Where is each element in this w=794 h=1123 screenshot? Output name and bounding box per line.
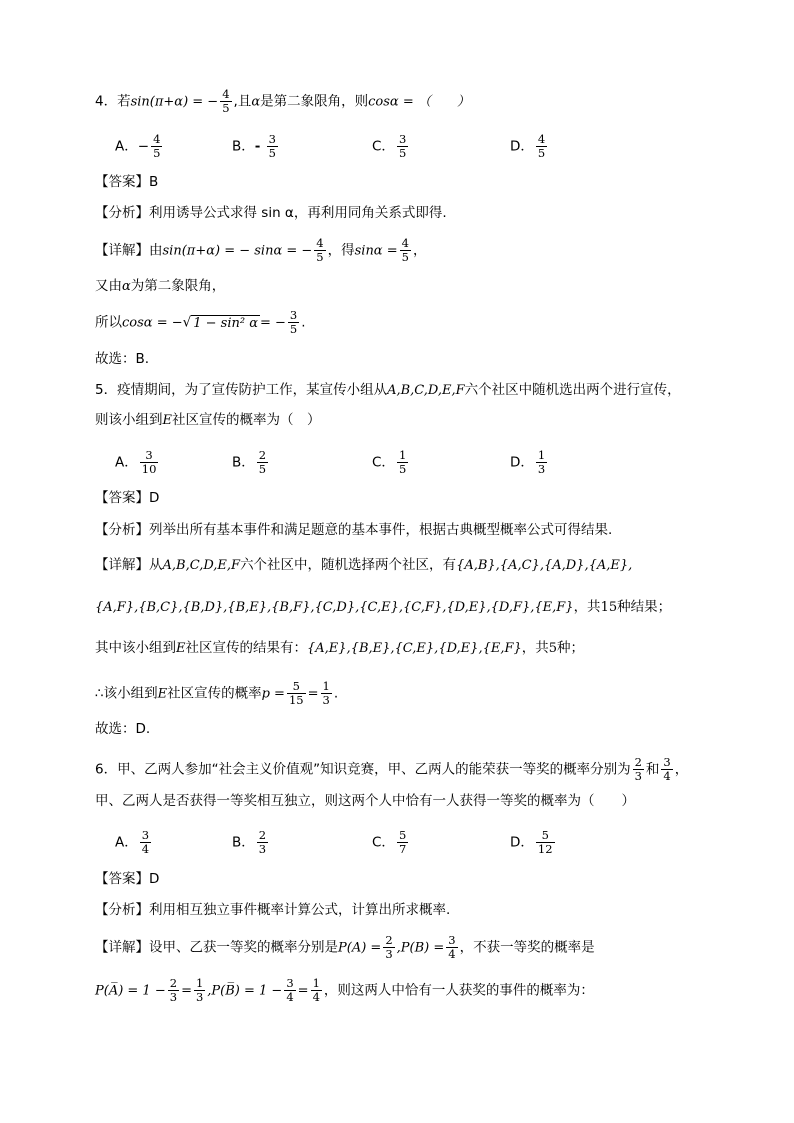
option-label: A． bbox=[115, 834, 138, 851]
answer-tag: 【答案】 bbox=[95, 174, 149, 190]
text: ， bbox=[412, 242, 427, 259]
denominator: 5 bbox=[289, 322, 298, 336]
q5-detail-line1 bbox=[95, 555, 632, 576]
q4-stem bbox=[95, 88, 470, 115]
numerator: 3 bbox=[448, 933, 456, 947]
denominator: 5 bbox=[258, 462, 267, 476]
detail-tag: 【详解】 bbox=[95, 242, 149, 259]
fraction bbox=[314, 237, 325, 264]
option-label: A． bbox=[115, 138, 138, 155]
answer-value: D bbox=[149, 871, 160, 887]
analysis-text: 利用诱导公式求得 sin α，再利用同角关系式即得. bbox=[149, 205, 447, 221]
denominator: 3 bbox=[258, 842, 267, 856]
numerator: 2 bbox=[169, 976, 178, 990]
denominator: 5 bbox=[401, 250, 409, 264]
math-symbol: α bbox=[122, 279, 131, 294]
text: ，共 bbox=[573, 599, 601, 615]
q6-analysis bbox=[95, 900, 450, 920]
denominator: 7 bbox=[398, 842, 407, 856]
question-number: 5． bbox=[95, 382, 118, 398]
q6-answer bbox=[95, 869, 159, 889]
q4-detail-line2 bbox=[95, 276, 225, 297]
text: 疫情期间，为了宣传防护工作，某宣传小组从 bbox=[117, 382, 388, 398]
q6-detail-line1 bbox=[95, 934, 595, 961]
math-symbol: E bbox=[157, 686, 168, 702]
fraction bbox=[151, 133, 162, 160]
q4-detail-line3 bbox=[95, 309, 306, 336]
option-label: C． bbox=[372, 454, 395, 471]
option-label: B． bbox=[232, 138, 255, 155]
numerator: 3 bbox=[286, 976, 294, 990]
numerator: 1 bbox=[398, 448, 407, 462]
math-sets: {A,E},{B,E},{C,E},{D,E},{E,F} bbox=[307, 641, 522, 656]
math-expr: A,B,C,D,E,F bbox=[162, 558, 241, 573]
text: 从 bbox=[149, 557, 163, 573]
fraction bbox=[536, 449, 547, 476]
q6-option-d bbox=[510, 829, 557, 856]
numerator: 3 bbox=[663, 755, 671, 769]
numerator: 5 bbox=[398, 828, 407, 842]
numerator: 4 bbox=[537, 132, 546, 146]
math-symbol: E bbox=[162, 413, 172, 428]
math-expr: sin(π+α) = − bbox=[130, 94, 219, 110]
analysis-text: 利用相互独立事件概率计算公式，计算出所求概率. bbox=[149, 902, 451, 918]
numerator: 3 bbox=[141, 828, 150, 842]
q5-answer bbox=[95, 488, 159, 508]
numerator: 3 bbox=[289, 308, 298, 322]
text: 六个社区中随机选出两个进行宣传， bbox=[464, 382, 681, 398]
sign: - bbox=[254, 138, 261, 155]
numerator: 2 bbox=[634, 755, 642, 769]
q4-option-b bbox=[232, 133, 280, 160]
fraction bbox=[400, 237, 411, 264]
math-symbol: α bbox=[251, 94, 261, 110]
analysis-text: 列举出所有基本事件和满足题意的基本事件，根据古典概型概率公式可得结果. bbox=[149, 522, 613, 538]
denominator: 4 bbox=[663, 769, 671, 783]
q4-choose bbox=[95, 349, 149, 369]
q5-option-a bbox=[115, 449, 160, 476]
question-number: 6． bbox=[95, 761, 118, 778]
text: 社区宣传的概率 bbox=[167, 685, 262, 702]
text: 六个社区中，随机选择两个社区，有 bbox=[240, 557, 457, 573]
fraction bbox=[536, 133, 547, 160]
denominator: 3 bbox=[385, 947, 393, 961]
denominator: 3 bbox=[195, 990, 204, 1004]
q5-stem-line2 bbox=[95, 410, 321, 431]
analysis-tag: 【分析】 bbox=[95, 522, 149, 538]
numerator: 5 bbox=[536, 829, 555, 843]
denominator: 12 bbox=[537, 842, 553, 856]
number: 5 bbox=[548, 641, 558, 656]
equals: = bbox=[181, 983, 192, 999]
text: ，不获一等奖的概率是 bbox=[459, 939, 595, 956]
text: ,且 bbox=[233, 93, 252, 110]
q4-analysis bbox=[95, 203, 447, 223]
option-label: A． bbox=[115, 454, 138, 471]
option-label: C． bbox=[372, 834, 395, 851]
fraction bbox=[311, 977, 322, 1004]
numerator: 4 bbox=[401, 236, 409, 250]
q4-detail-line1 bbox=[95, 237, 426, 264]
numerator: 3 bbox=[268, 132, 276, 146]
analysis-tag: 【分析】 bbox=[95, 205, 149, 221]
fraction bbox=[397, 133, 408, 160]
detail-tag: 【详解】 bbox=[95, 557, 149, 573]
text: 种； bbox=[557, 640, 585, 656]
fraction bbox=[140, 449, 159, 476]
math-expr: P(A) = bbox=[338, 940, 382, 956]
text: 则该小组到 bbox=[95, 412, 163, 428]
numerator: 3 bbox=[140, 449, 159, 463]
numerator: 1 bbox=[312, 976, 320, 990]
sqrt-sign: √ bbox=[182, 314, 192, 331]
math-expr: cosα = − bbox=[122, 315, 183, 331]
answer-value: B bbox=[149, 174, 159, 190]
q5-option-c bbox=[372, 449, 410, 476]
text: 和 bbox=[645, 761, 660, 778]
math-expr: A,B,C,D,E,F bbox=[387, 383, 465, 398]
q5-detail-line4 bbox=[95, 680, 338, 707]
q6-stem-line1 bbox=[95, 756, 688, 783]
numerator: 4 bbox=[153, 132, 161, 146]
numerator: 5 bbox=[287, 680, 306, 694]
denominator: 5 bbox=[222, 101, 230, 115]
denominator: 4 bbox=[448, 947, 456, 961]
text: . bbox=[333, 685, 339, 702]
text: 社区宣传的概率为（ ） bbox=[172, 412, 321, 428]
q5-choose bbox=[95, 719, 150, 739]
text: 社区宣传的结果有： bbox=[185, 640, 307, 656]
q5-option-b bbox=[232, 449, 270, 476]
number: 15 bbox=[600, 600, 618, 615]
fraction bbox=[287, 680, 306, 707]
denominator: 5 bbox=[398, 462, 407, 476]
denominator: 3 bbox=[169, 990, 178, 1004]
analysis-tag: 【分析】 bbox=[95, 902, 149, 918]
math-symbol: E bbox=[176, 641, 186, 656]
text: . bbox=[301, 314, 306, 331]
denominator: 15 bbox=[288, 693, 304, 707]
q5-stem-line1 bbox=[95, 380, 681, 401]
answer-value: D bbox=[149, 490, 160, 506]
text: 甲、乙两人是否获得一等奖相互独立，则这两个人中恰有一人获得一等奖的概率为（ ） bbox=[95, 793, 635, 809]
option-label: B． bbox=[232, 834, 255, 851]
denominator: 5 bbox=[537, 146, 546, 160]
math-expr: = − bbox=[259, 315, 286, 331]
denominator: 3 bbox=[634, 769, 642, 783]
fraction bbox=[220, 88, 231, 115]
option-label: C． bbox=[372, 138, 395, 155]
denominator: 5 bbox=[316, 250, 324, 264]
denominator: 5 bbox=[398, 146, 407, 160]
answer-tag: 【答案】 bbox=[95, 871, 149, 887]
q5-option-d bbox=[510, 449, 549, 476]
fraction bbox=[288, 309, 299, 336]
q6-option-a bbox=[115, 829, 153, 856]
q5-analysis bbox=[95, 520, 612, 540]
text: ，得 bbox=[327, 242, 355, 259]
numerator: 2 bbox=[385, 933, 393, 947]
detail-tag: 【详解】 bbox=[95, 939, 149, 956]
q6-option-c bbox=[372, 829, 410, 856]
equals: = bbox=[297, 983, 309, 999]
denominator: 5 bbox=[268, 146, 276, 160]
question-number: 4． bbox=[95, 93, 118, 110]
option-label: D． bbox=[510, 834, 534, 851]
fraction bbox=[536, 829, 555, 856]
q4-option-c bbox=[372, 133, 410, 160]
fraction bbox=[257, 449, 268, 476]
denominator: 4 bbox=[312, 990, 320, 1004]
fraction bbox=[446, 934, 457, 961]
text: ， bbox=[674, 761, 689, 778]
text: 种结果； bbox=[617, 599, 672, 615]
sqrt-content: 1 − sin² α bbox=[193, 315, 258, 331]
math-sets: {A,F},{B,C},{B,D},{B,E},{B,F},{C,D},{C,E},{C,F},{D,E},{D,F},{E,F} bbox=[95, 600, 574, 615]
fraction bbox=[194, 977, 205, 1004]
denominator: 5 bbox=[153, 146, 161, 160]
fraction bbox=[284, 977, 295, 1004]
denominator: 10 bbox=[141, 462, 157, 476]
text: 甲、乙两人参加“社会主义价值观”知识竞赛，甲、乙两人的能荣获一等奖的概率分别为 bbox=[117, 761, 631, 778]
text: ∴该小组到 bbox=[95, 685, 158, 702]
fraction bbox=[661, 756, 672, 783]
q6-stem-line2 bbox=[95, 791, 635, 811]
fraction bbox=[168, 977, 179, 1004]
q5-detail-line3 bbox=[95, 638, 584, 659]
numerator: 1 bbox=[195, 976, 204, 990]
choose-text: 故选：D. bbox=[95, 721, 151, 737]
fraction bbox=[321, 680, 332, 707]
q4-answer bbox=[95, 172, 158, 192]
math-expr: p = bbox=[261, 686, 285, 702]
fraction bbox=[397, 829, 408, 856]
fraction bbox=[383, 934, 394, 961]
math-expr: P(A̅) = 1 − bbox=[95, 983, 166, 999]
text: ，共 bbox=[521, 640, 549, 656]
math-expr: cosα = （ ） bbox=[368, 94, 470, 110]
math-expr: ,P(B̅) = 1 − bbox=[207, 983, 283, 999]
fraction bbox=[140, 829, 151, 856]
math-expr: sin(π+α) = − sinα = − bbox=[162, 243, 313, 259]
text: 所以 bbox=[95, 314, 122, 331]
option-label: D． bbox=[510, 138, 534, 155]
choose-text: 故选：B. bbox=[95, 351, 150, 367]
fraction bbox=[257, 829, 268, 856]
text: 又由 bbox=[95, 278, 122, 294]
q6-option-b bbox=[232, 829, 270, 856]
q5-detail-line2 bbox=[95, 597, 671, 618]
option-label: D． bbox=[510, 454, 534, 471]
denominator: 4 bbox=[286, 990, 294, 1004]
numerator: 4 bbox=[222, 87, 230, 101]
denominator: 3 bbox=[537, 462, 546, 476]
fraction bbox=[633, 756, 644, 783]
q4-option-a bbox=[115, 133, 164, 160]
text: ，则这两人中恰有一人获奖的事件的概率为： bbox=[323, 982, 594, 999]
numerator: 2 bbox=[258, 448, 267, 462]
math-expr: ,P(B) = bbox=[396, 940, 445, 956]
fraction bbox=[267, 133, 278, 160]
answer-tag: 【答案】 bbox=[95, 490, 149, 506]
text: 是第二象限角，则 bbox=[260, 93, 369, 110]
sign: − bbox=[137, 138, 150, 155]
fraction bbox=[397, 449, 408, 476]
numerator: 1 bbox=[322, 679, 330, 693]
text: 若 bbox=[117, 93, 131, 110]
text: 其中该小组到 bbox=[95, 640, 176, 656]
option-label: B． bbox=[232, 454, 255, 471]
equals: = bbox=[307, 686, 319, 702]
numerator: 1 bbox=[537, 448, 546, 462]
q4-option-d bbox=[510, 133, 549, 160]
numerator: 4 bbox=[316, 236, 324, 250]
denominator: 3 bbox=[322, 693, 330, 707]
math-expr: sinα = bbox=[354, 243, 398, 259]
q6-detail-line2 bbox=[95, 977, 594, 1004]
math-sets: {A,B},{A,C},{A,D},{A,E}, bbox=[456, 558, 633, 573]
numerator: 3 bbox=[398, 132, 407, 146]
text: 由 bbox=[149, 242, 163, 259]
numerator: 2 bbox=[258, 828, 267, 842]
denominator: 4 bbox=[141, 842, 150, 856]
text: 设甲、乙获一等奖的概率分别是 bbox=[149, 939, 338, 956]
text: 为第二象限角， bbox=[130, 278, 226, 294]
